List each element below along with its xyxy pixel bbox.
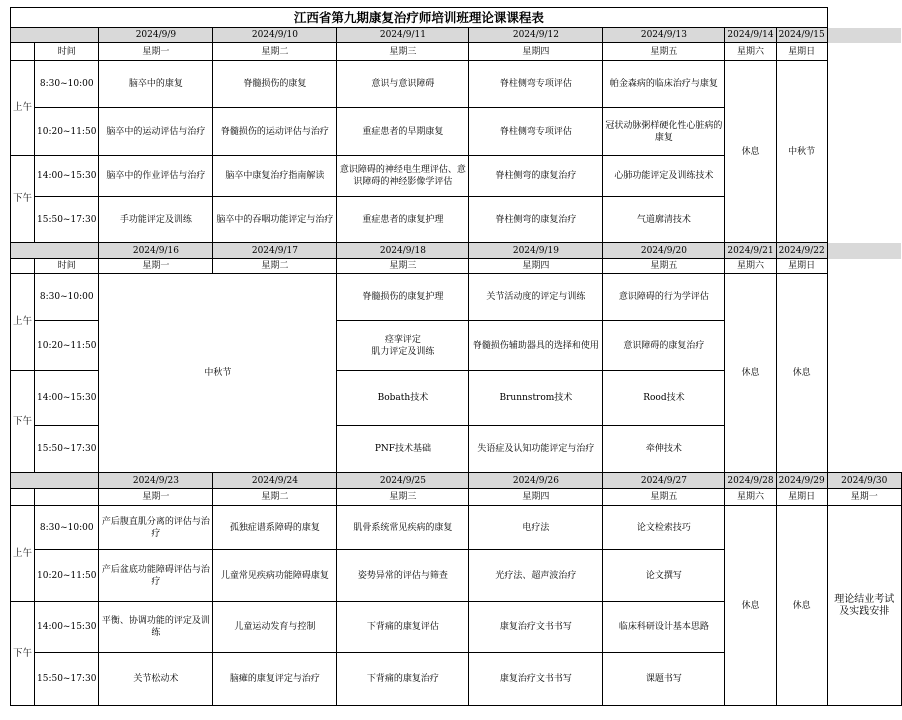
- course-cell: 冠状动脉粥样硬化性心脏病的康复: [603, 108, 725, 156]
- time-slot: 8:30~10:00: [35, 506, 99, 550]
- course-cell: 重症患者的康复护理: [337, 197, 469, 243]
- weekday-cell: 星期六: [725, 43, 776, 61]
- course-cell: 产后盆底功能障碍评估与治疗: [99, 550, 213, 602]
- course-cell: 电疗法: [469, 506, 603, 550]
- course-cell: 脊柱侧弯的康复治疗: [469, 197, 603, 243]
- course-cell: Bobath技术: [337, 371, 469, 426]
- course-cell: Brunnstrom技术: [469, 371, 603, 426]
- period-pm: 下午: [11, 602, 35, 706]
- week1-slot1-row: [11, 61, 902, 108]
- rest-cell: 休息: [725, 61, 776, 243]
- course-cell: 脊髓损伤的康复护理: [337, 274, 469, 321]
- date-cell: 2024/9/29: [776, 473, 827, 489]
- course-cell: 康复治疗文书书写: [469, 602, 603, 653]
- course-cell: 下背痛的康复治疗: [337, 653, 469, 706]
- week3-slot1-row: [11, 506, 902, 550]
- date-cell: 2024/9/21: [725, 243, 776, 259]
- rest-cell: 休息: [725, 506, 776, 706]
- weekday-cell: 星期三: [337, 43, 469, 61]
- rest-cell: 休息: [776, 274, 827, 473]
- blank-cell: [827, 259, 901, 274]
- time-slot: 15:50~17:30: [35, 653, 99, 706]
- course-cell: 康复治疗文书书写: [469, 653, 603, 706]
- time-header: 时间: [35, 43, 99, 61]
- period-pm: 下午: [11, 156, 35, 243]
- course-cell: 论文撰写: [603, 550, 725, 602]
- blank-cell: [827, 43, 901, 61]
- week3-date-row: [11, 473, 902, 489]
- course-cell: 关节活动度的评定与训练: [469, 274, 603, 321]
- holiday-cell: 中秋节: [776, 61, 827, 243]
- course-cell: 儿童运动发育与控制: [213, 602, 337, 653]
- corner-cell: [11, 473, 99, 489]
- date-cell: 2024/9/11: [337, 28, 469, 43]
- schedule-sheet: [10, 7, 902, 706]
- corner-cell: [11, 243, 99, 259]
- weekday-cell: 星期日: [776, 489, 827, 506]
- weekday-cell: 星期六: [725, 259, 776, 274]
- time-slot: 8:30~10:00: [35, 61, 99, 108]
- time-slot: 15:50~17:30: [35, 426, 99, 473]
- blank-cell: [827, 243, 901, 259]
- title-row: [11, 8, 902, 28]
- time-header: 时间: [35, 259, 99, 274]
- weekday-cell: 星期一: [99, 43, 213, 61]
- week3-weekday-row: [11, 489, 902, 506]
- course-cell: 帕金森病的临床治疗与康复: [603, 61, 725, 108]
- weekday-cell: 星期日: [776, 43, 827, 61]
- weekday-cell: 星期四: [469, 259, 603, 274]
- weekday-cell: 星期三: [337, 489, 469, 506]
- date-cell: 2024/9/13: [603, 28, 725, 43]
- date-cell: 2024/9/19: [469, 243, 603, 259]
- course-cell: 关节松动术: [99, 653, 213, 706]
- weekday-cell: 星期五: [603, 43, 725, 61]
- time-slot: 14:00~15:30: [35, 156, 99, 197]
- date-cell: 2024/9/20: [603, 243, 725, 259]
- course-cell: 气道廓清技术: [603, 197, 725, 243]
- course-cell: Rood技术: [603, 371, 725, 426]
- course-cell: 脑卒中的吞咽功能评定与治疗: [213, 197, 337, 243]
- corner-cell: [11, 43, 35, 61]
- course-cell: 失语症及认知功能评定与治疗: [469, 426, 603, 473]
- week2-slot1-row: [11, 274, 902, 321]
- date-cell: 2024/9/10: [213, 28, 337, 43]
- course-cell: 临床科研设计基本思路: [603, 602, 725, 653]
- course-cell: 产后腹直肌分离的评估与治疗: [99, 506, 213, 550]
- course-cell: 痉挛评定 肌力评定及训练: [337, 321, 469, 371]
- course-cell: 脑卒中的作业评估与治疗: [99, 156, 213, 197]
- course-cell: 脊髓损伤的康复: [213, 61, 337, 108]
- time-slot: 10:20~11:50: [35, 321, 99, 371]
- weekday-cell: 星期一: [99, 489, 213, 506]
- course-cell: 课题书写: [603, 653, 725, 706]
- date-cell: 2024/9/27: [603, 473, 725, 489]
- date-cell: 2024/9/9: [99, 28, 213, 43]
- page-title: 江西省第九期康复治疗师培训班理论课课程表: [11, 8, 828, 28]
- course-cell: 脑卒中的康复: [99, 61, 213, 108]
- course-cell: 脑瘫的康复评定与治疗: [213, 653, 337, 706]
- course-cell: 孤独症谱系障碍的康复: [213, 506, 337, 550]
- week2-weekday-row: [11, 259, 902, 274]
- week2-date-row: [11, 243, 902, 259]
- date-cell: 2024/9/28: [725, 473, 776, 489]
- date-cell: 2024/9/14: [725, 28, 776, 43]
- blank-cell: [827, 321, 901, 371]
- course-cell: 意识与意识障碍: [337, 61, 469, 108]
- course-cell: 意识障碍的行为学评估: [603, 274, 725, 321]
- weekday-cell: 星期一: [827, 489, 901, 506]
- period-am: 上午: [11, 506, 35, 602]
- course-cell: 脊髓损伤的运动评估与治疗: [213, 108, 337, 156]
- course-cell: 脑卒中康复治疗指南解读: [213, 156, 337, 197]
- date-cell: 2024/9/26: [469, 473, 603, 489]
- course-cell: 论文检索技巧: [603, 506, 725, 550]
- course-cell: 肌骨系统常见疾病的康复: [337, 506, 469, 550]
- date-cell: 2024/9/12: [469, 28, 603, 43]
- date-cell: 2024/9/23: [99, 473, 213, 489]
- course-cell: 心肺功能评定及训练技术: [603, 156, 725, 197]
- blank-cell: [827, 8, 901, 28]
- period-am: 上午: [11, 61, 35, 156]
- corner-cell: [35, 489, 99, 506]
- weekday-cell: 星期四: [469, 489, 603, 506]
- rest-cell: 休息: [776, 506, 827, 706]
- blank-cell: [827, 426, 901, 473]
- schedule-table: [10, 7, 902, 706]
- date-cell: 2024/9/25: [337, 473, 469, 489]
- weekday-cell: 星期五: [603, 259, 725, 274]
- date-cell: 2024/9/18: [337, 243, 469, 259]
- course-cell: 牵伸技术: [603, 426, 725, 473]
- weekday-cell: 星期二: [213, 43, 337, 61]
- week1-weekday-row: [11, 43, 902, 61]
- course-cell: 手功能评定及训练: [99, 197, 213, 243]
- weekday-cell: 星期四: [469, 43, 603, 61]
- course-cell: PNF技术基础: [337, 426, 469, 473]
- time-slot: 15:50~17:30: [35, 197, 99, 243]
- course-cell: 光疗法、超声波治疗: [469, 550, 603, 602]
- blank-cell: [827, 61, 901, 108]
- blank-cell: [827, 28, 901, 43]
- blank-cell: [827, 371, 901, 426]
- time-slot: 14:00~15:30: [35, 371, 99, 426]
- date-cell: 2024/9/16: [99, 243, 213, 259]
- course-cell: 意识障碍的康复治疗: [603, 321, 725, 371]
- corner-cell: [11, 259, 35, 274]
- course-cell: 脊柱侧弯的康复治疗: [469, 156, 603, 197]
- date-cell: 2024/9/24: [213, 473, 337, 489]
- course-cell: 脊柱侧弯专项评估: [469, 61, 603, 108]
- date-cell: 2024/9/17: [213, 243, 337, 259]
- weekday-cell: 星期五: [603, 489, 725, 506]
- date-cell: 2024/9/15: [776, 28, 827, 43]
- weekday-cell: 星期六: [725, 489, 776, 506]
- weekday-cell: 星期日: [776, 259, 827, 274]
- corner-cell: [11, 489, 35, 506]
- course-cell: 平衡、协调功能的评定及训练: [99, 602, 213, 653]
- corner-cell: [11, 28, 99, 43]
- time-slot: 10:20~11:50: [35, 108, 99, 156]
- blank-cell: [827, 156, 901, 197]
- weekday-cell: 星期二: [213, 259, 337, 274]
- course-cell: 重症患者的早期康复: [337, 108, 469, 156]
- weekday-cell: 星期一: [99, 259, 213, 274]
- period-am: 上午: [11, 274, 35, 371]
- course-cell: 儿童常见疾病功能障碍康复: [213, 550, 337, 602]
- course-cell: 下背痛的康复评估: [337, 602, 469, 653]
- course-cell: 脊柱侧弯专项评估: [469, 108, 603, 156]
- time-slot: 10:20~11:50: [35, 550, 99, 602]
- date-cell: 2024/9/30: [827, 473, 901, 489]
- course-cell: 脊髓损伤辅助器具的选择和使用: [469, 321, 603, 371]
- blank-cell: [827, 197, 901, 243]
- course-cell: 意识障碍的神经电生理评估、意识障碍的神经影像学评估: [337, 156, 469, 197]
- rest-cell: 休息: [725, 274, 776, 473]
- period-pm: 下午: [11, 371, 35, 473]
- holiday-cell: 中秋节: [99, 274, 337, 473]
- course-cell: 姿势异常的评估与筛查: [337, 550, 469, 602]
- blank-cell: [827, 274, 901, 321]
- time-slot: 8:30~10:00: [35, 274, 99, 321]
- weekday-cell: 星期二: [213, 489, 337, 506]
- date-cell: 2024/9/22: [776, 243, 827, 259]
- course-cell: 脑卒中的运动评估与治疗: [99, 108, 213, 156]
- time-slot: 14:00~15:30: [35, 602, 99, 653]
- weekday-cell: 星期三: [337, 259, 469, 274]
- week1-date-row: [11, 28, 902, 43]
- exam-cell: 理论结业考试及实践安排: [827, 506, 901, 706]
- blank-cell: [827, 108, 901, 156]
